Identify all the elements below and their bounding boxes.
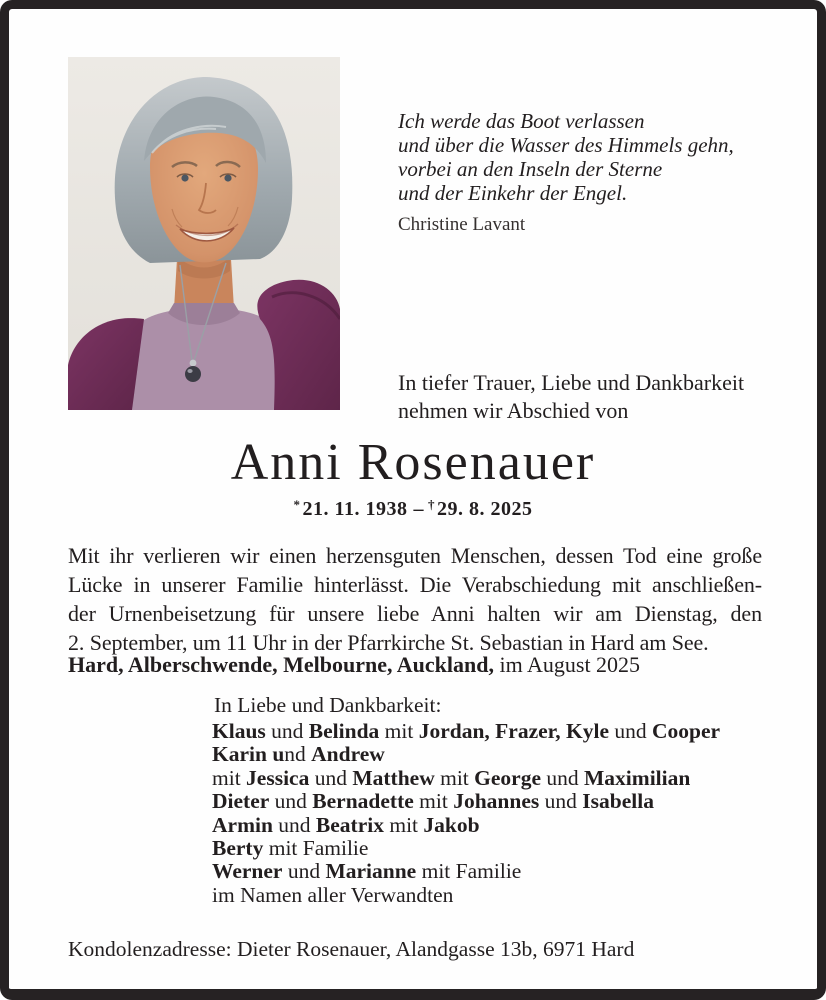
mourner-name-segment: George (474, 765, 542, 790)
mourner-line (212, 767, 720, 790)
quote-attribution: Christine Lavant (398, 214, 526, 235)
mourner-line (212, 720, 720, 743)
birth-symbol: * (293, 497, 301, 512)
intro-text (398, 369, 744, 424)
obituary-text-line: 2. September, um 11 Uhr in der Pfarrkirche St. Sebastian in Hard am See. (68, 630, 709, 655)
mourner-name-segment: und (539, 789, 583, 814)
mourner-name-segment: Dieter (212, 789, 270, 814)
mourner-name-segment: und (269, 789, 313, 814)
portrait-photo-illustration (68, 57, 340, 410)
mourner-name-segment: und (309, 765, 353, 790)
death-date: 29. 8. 2025 (436, 498, 533, 520)
obituary-text-line: Mit ihr verlieren wir einen herzensguten Menschen, dessen Tod eine große (68, 543, 762, 568)
obituary-text-line: Lücke in unserer Familie hinterlässt. Die Verabschiedung mit anschließen- (68, 572, 762, 597)
mourner-name-segment: Berty (212, 836, 264, 861)
mourner-name-segment: Matthew (352, 765, 435, 790)
dateline-date: im August 2025 (493, 652, 641, 677)
mourner-name-segment: und (265, 719, 309, 743)
mourner-name-segment: Jessica (246, 765, 310, 790)
life-dates (9, 497, 817, 521)
mourner-name-segment: Jakob (423, 812, 480, 837)
mourner-line (212, 814, 720, 837)
quote-line: vorbei an den Inseln der Sterne (398, 157, 663, 181)
mourner-name-segment: Karin u (212, 742, 285, 767)
obituary-text-line: der Urnenbeisetzung für unsere liebe Anni halten wir am Dienstag, den (68, 601, 762, 626)
mourner-name-segment: Jordan, Frazer, Kyle (418, 719, 609, 743)
mourner-name-segment: und (608, 719, 652, 743)
mourner-name-segment: mit Familie (416, 859, 522, 884)
mourner-name-segment: Andrew (311, 742, 385, 767)
mourner-name-segment: mit Familie (263, 836, 369, 861)
mourner-name-segment: mit (379, 719, 419, 743)
mourner-name-segment: mit (434, 765, 475, 790)
intro-line: nehmen wir Abschied von (398, 397, 629, 423)
mourner-name-segment: Armin (212, 812, 273, 837)
mourner-name-segment: im Namen aller Verwandten (212, 882, 454, 907)
birth-date: 21. 11. 1938 (302, 498, 408, 520)
mourner-name-segment: mit (383, 812, 424, 837)
portrait-photo (68, 57, 340, 410)
mourner-name-segment: Bernadette (312, 789, 414, 814)
mourner-name-segment: Johannes (453, 789, 540, 814)
mourner-line (212, 837, 720, 860)
mourner-name-segment: Isabella (582, 789, 654, 814)
mourner-name-segment: Cooper (651, 719, 721, 743)
mourner-name-segment: mit (413, 789, 454, 814)
quote-line: und der Einkehr der Engel. (398, 181, 628, 205)
death-symbol: † (427, 497, 435, 512)
mourner-name-segment: nd (284, 742, 312, 767)
mourner-name-segment: Belinda (308, 719, 380, 743)
memorial-quote (398, 109, 734, 205)
mourner-name-segment: Maximilian (584, 765, 691, 790)
mourner-name-segment: Werner (212, 859, 283, 884)
mourners-heading: In Liebe und Dankbarkeit: (214, 693, 442, 717)
mourner-name-segment: und (272, 812, 316, 837)
dateline-places: Hard, Alberschwende, Melbourne, Auckland, (68, 652, 494, 677)
condolence-address: Kondolenzadresse: Dieter Rosenauer, Alandgasse 13b, 6971 Hard (68, 937, 635, 961)
intro-line: In tiefer Trauer, Liebe und Dankbarkeit (398, 370, 745, 395)
mourners-list (212, 720, 720, 907)
mourner-line (212, 884, 720, 907)
deceased-name: Anni Rosenauer (230, 434, 596, 491)
mourner-line (212, 790, 720, 813)
mourner-name-segment: Marianne (325, 859, 417, 884)
quote-line: und über die Wasser des Himmels gehn, (398, 133, 734, 157)
mourner-name-segment: Klaus (212, 719, 266, 743)
obituary-text (68, 541, 762, 657)
mourner-name-segment: Beatrix (315, 812, 384, 837)
dateline (68, 652, 640, 678)
mourner-line (212, 743, 720, 766)
mourner-name-segment: und (541, 765, 585, 790)
mourner-name-segment: mit (212, 765, 247, 790)
mourner-line (212, 860, 720, 883)
dates-separator: – (413, 498, 424, 520)
quote-line: Ich werde das Boot verlassen (398, 109, 645, 133)
mourner-name-segment: und (282, 859, 326, 884)
